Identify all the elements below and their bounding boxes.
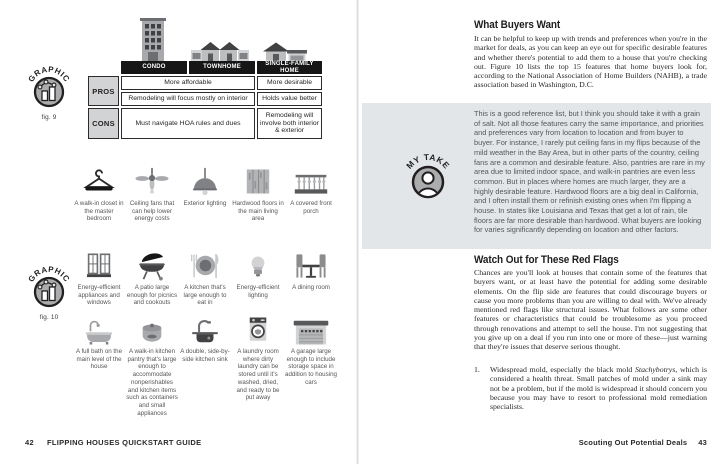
feature-item <box>285 164 337 248</box>
section-heading-red-flags: Watch Out for These Red Flags <box>474 254 619 266</box>
dining-table-icon <box>292 248 330 281</box>
person-icon <box>400 145 456 203</box>
left-page-number: 42 <box>25 438 34 447</box>
garage-icon <box>292 312 330 345</box>
led-bulb-icon <box>239 248 277 281</box>
feature-item <box>232 164 284 248</box>
grill-icon <box>133 248 171 281</box>
plate-icon <box>186 248 224 281</box>
feature-caption: Energy-efficient appliances and windows <box>77 284 121 307</box>
graphic-chart-icon <box>25 259 73 309</box>
red-flags-list <box>474 365 707 411</box>
my-take-badge <box>400 145 456 208</box>
feature-item <box>179 312 231 417</box>
feature-caption: A covered front porch <box>290 200 332 215</box>
graphic-badge-fig9 <box>25 59 73 121</box>
table-label-cons: CONS <box>88 108 119 139</box>
my-take-text: This is a good reference list, but I think you should take it with a grain of salt. Not all those features carry the same importance, and priorities and preferences vary from location to location and from buyer to buyer. For instance, I rarely put ceiling fans in my flips because of the mild weather in the Bay Area, but in other parts of the country, ceiling fans are a common and desirable feature. Also, pantries are rare in my area due to limited indoor space, and walk-in pantries are even less common. But in places where homes are much larger, they are a highly desirable feature. Hardwood floors are a big deal in California, and I often install them or refinish existing ones when I'm flipping a house. In states like Louisiana and Texas that get a lot of rain, tile floors are far more desirable than hardwood. What buyers are looking for varies significantly depending on location and other factors. <box>474 109 705 235</box>
what-buyers-want-paragraph: It can be helpful to keep up with trends and preferences when you're in the market for deals, as you can keep an eye out for specific desirable features and whether there's potential to add them to a house that you're checking out. Figure 10 lists the top 15 features that home buyers look for, according to the National Association of Home Builders (NAHB), a trade association based in Washington, D.C. <box>474 34 707 90</box>
left-page-footer <box>25 438 201 447</box>
feature-item <box>126 312 178 417</box>
red-flags-paragraph: Chances are you'll look at houses that contain some of the features that buyers want, or at least have the potential for adding some desirable elements. On the flip side are features that could discourage buyers or cause you more problems than you are willing to deal with. We've already mentioned red flags like structural issues. What follows are some other features or characteristics that could be troublesome as you proceed through renovations and attempt to sell the house. I'm not suggesting that you give up on a deal if you run into one or more of these—just warning that they're issues that deserve serious thought. <box>474 268 707 352</box>
condo-building-icon <box>135 14 171 66</box>
bathtub-icon <box>80 312 118 345</box>
graphic-badge-fig10 <box>25 259 73 321</box>
buyer-features-grid <box>73 164 337 417</box>
feature-caption: A full bath on the main level of the house <box>75 348 123 371</box>
feature-caption: A kitchen that's large enough to eat in <box>183 284 227 307</box>
table-cell: More desirable <box>257 76 322 90</box>
feature-caption: Energy-efficient lighting <box>236 284 280 299</box>
feature-caption: A dining room <box>292 284 330 291</box>
list-text: Widespread mold, especially the black mold Stachybotrys, which is considered a health threat. Small patches of mold under a sink may not be a problem, but if the mold is widespread it should concern you because you may have to resort to professional mold remediation specialists. <box>490 365 708 412</box>
feature-caption: A walk-in closet in the master bedroom <box>74 200 124 223</box>
list-number: 1. <box>474 365 480 374</box>
my-take-callout <box>362 103 711 249</box>
table-cell: Must navigate HOA rules and dues <box>121 108 255 139</box>
feature-caption: A laundry room where dirty laundry can be stored until it's washed, dried, and ready to be put away <box>236 348 280 402</box>
table-cell: Remodeling will involve both interior & exterior <box>257 108 322 139</box>
fig9-label: fig. 9 <box>41 114 57 121</box>
fig10-label: fig. 10 <box>39 314 59 321</box>
right-page-number: 43 <box>698 438 707 447</box>
hardwood-floor-icon <box>239 164 277 197</box>
comparison-table <box>88 61 322 139</box>
left-book-title: FLIPPING HOUSES QUICKSTART GUIDE <box>46 438 202 447</box>
kitchen-sink-icon <box>186 312 224 345</box>
feature-item <box>285 312 337 417</box>
feature-item <box>285 248 337 312</box>
feature-caption: A walk-in kitchen pantry that's large enough to accommodate nonperishables and kitchen items such as containers and small appliances <box>126 348 178 417</box>
feature-item <box>232 248 284 312</box>
feature-caption: A garage large enough to include storage space in addition to housing cars <box>285 348 337 386</box>
feature-item <box>179 248 231 312</box>
feature-item <box>73 248 125 312</box>
table-header-condo: CONDO <box>121 61 187 74</box>
page-gutter <box>356 0 359 464</box>
table-cell: Remodeling will focus mostly on interior <box>121 92 255 106</box>
feature-item <box>126 248 178 312</box>
ceiling-fan-icon <box>133 164 171 197</box>
right-page-footer <box>579 438 707 447</box>
feature-caption: A double, side-by-side kitchen sink <box>180 348 230 363</box>
table-cell: More affordable <box>121 76 255 90</box>
svg-text:GRAPHIC: GRAPHIC <box>26 64 72 84</box>
graphic-chart-icon <box>25 59 73 109</box>
feature-caption: Hardwood floors in the main living area <box>232 200 284 223</box>
pantry-icon <box>133 312 171 345</box>
table-cell: Holds value better <box>257 92 322 106</box>
feature-item <box>232 312 284 417</box>
svg-text:MY TAKE: MY TAKE <box>404 151 452 171</box>
italic-term: Stachybotrys <box>635 365 676 374</box>
right-chapter-title: Scouting Out Potential Deals <box>578 438 688 447</box>
feature-item <box>179 164 231 248</box>
porch-railing-icon <box>292 164 330 197</box>
washing-machine-icon <box>239 312 277 345</box>
feature-caption: Ceiling fans that can help lower energy costs <box>129 200 175 223</box>
feature-item <box>73 164 125 248</box>
feature-item <box>73 312 125 417</box>
pendant-light-icon <box>186 164 224 197</box>
hanger-icon <box>80 164 118 197</box>
svg-text:GRAPHIC: GRAPHIC <box>26 264 72 284</box>
feature-caption: Exterior lighting <box>183 200 227 207</box>
feature-item <box>126 164 178 248</box>
feature-caption: A patio large enough for picnics and cookouts <box>126 284 178 307</box>
table-label-pros: PROS <box>88 76 119 106</box>
table-header-single-family: SINGLE-FAMILY HOME <box>257 61 322 74</box>
red-flag-item-1 <box>474 365 707 411</box>
table-header-townhome: TOWNHOME <box>189 61 255 74</box>
section-heading-what-buyers-want: What Buyers Want <box>474 19 561 31</box>
window-icon <box>80 248 118 281</box>
